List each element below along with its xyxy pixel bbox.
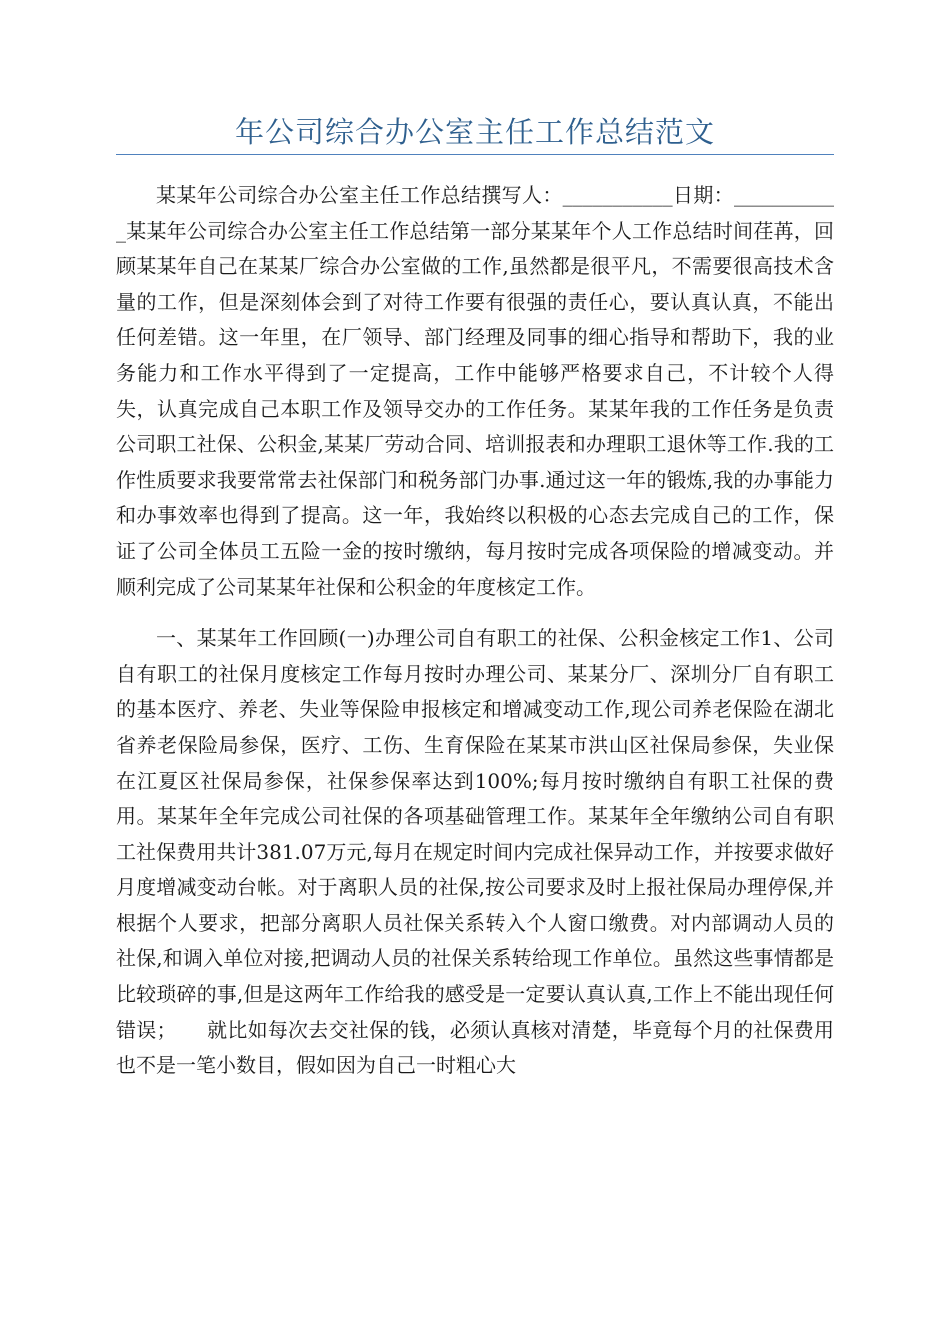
paragraph-summary: 某某年公司综合办公室主任工作总结撰写人：___________日期：___________某某年公司综合办公室主任工作总结第一部分某某年个人工作总结时间荏苒，回顾某某年自己在某某厂综合办公室做的工作,虽然都是很平凡，不需要很高技术含量的工作，但是深刻体会到了对待工作要有很强的责任心，要认真认真，不能出任何差错。这一年里，在厂领导、部门经理及同事的细心指导和帮助下，我的业务能力和工作水平得到了一定提高，工作中能够严格要求自己，不计较个人得失，认真完成自己本职工作及领导交办的工作任务。某某年我的工作任务是负责公司职工社保、公积金,某某厂劳动合同、培训报表和办理职工退休等工作.我的工作性质要求我要常常去社保部门和税务部门办事.通过这一年的锻炼,我的办事能力和办事效率也得到了提高。这一年，我始终以积极的心态去完成自己的工作，保证了公司全体员工五险一金的按时缴纳，每月按时完成各项保险的增减变动。并顺利完成了公司某某年社保和公积金的年度核定工作。 [116, 183, 834, 599]
paragraph-review: 一、某某年工作回顾(一)办理公司自有职工的社保、公积金核定工作1、公司自有职工的社保月度核定工作每月按时办理公司、某某分厂、深圳分厂自有职工的基本医疗、养老、失业等保险申报核定和增减变动工作,现公司养老保险在湖北省养老保险局参保，医疗、工伤、生育保险在某某市洪山区社保局参保，失业保在江夏区社保局参保，社保参保率达到100%;每月按时缴纳自有职工社保的费用。某某年全年完成公司社保的各项基础管理工作。某某年全年缴纳公司自有职工社保费用共计381.07万元,每月在规定时间内完成社保异动工作，并按要求做好月度增减变动台帐。对于离职人员的社保,按公司要求及时上报社保局办理停保,并根据个人要求，把部分离职人员社保关系转入个人窗口缴费。对内部调动人员的社保,和调入单位对接,把调动人员的社保关系转给现工作单位。虽然这些事情都是比较琐碎的事,但是这两年工作给我的感受是一定要认真认真,工作上不能出现任何错误； 就比如每次去交社保的钱，必须认真核对清楚，毕竟每个月的社保费用也不是一笔小数目，假如因为自己一时粗心大 [116, 626, 834, 1078]
document-body [116, 178, 834, 1084]
title-underline [116, 154, 834, 155]
document-title: 年公司综合办公室主任工作总结范文 [234, 115, 715, 149]
